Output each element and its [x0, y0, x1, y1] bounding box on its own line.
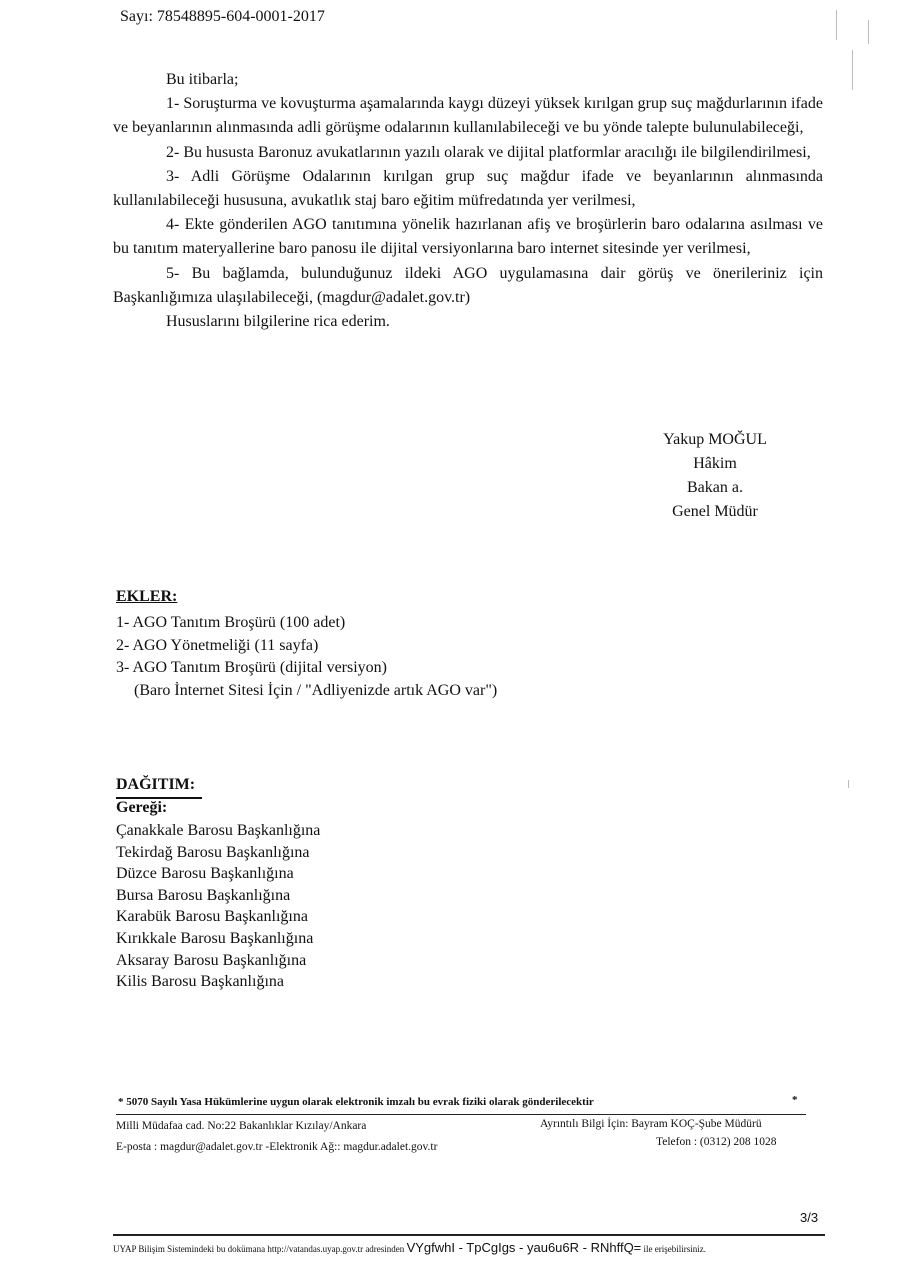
list-item: 4- Ekte gönderilen AGO tanıtımına yönelik hazırlanan afiş ve broşürlerin baro odalarına asılması ve bu tanıtım materyallerine baro panosu ile dijital versiyonlarına baro internet sitesinde yer verilmesi, [113, 216, 823, 258]
footer-phone: Telefon : (0312) 208 1028 [656, 1136, 777, 1148]
legal-note-star: * [792, 1094, 798, 1106]
uyap-code: VYgfwhI - TpCgIgs - yau6u6R - RNhffQ= [406, 1240, 642, 1255]
footer-email: E-posta : magdur@adalet.gov.tr -Elektronik Ağ:: magdur.adalet.gov.tr [116, 1141, 438, 1153]
distribution-subheading: Gereği: [116, 799, 168, 816]
recipient-item: Çanakkale Barosu Başkanlığına [116, 822, 321, 839]
list-item: 1- Soruşturma ve kovuşturma aşamalarında kaygı düzeyi yüksek kırılgan grup suç mağdurlarının ifade ve beyanlarının alınmasında adli görüşme odalarının kullanılabileceği ve bu yönde talepte bulunulabileceği, [113, 95, 823, 137]
letter-body [113, 68, 823, 334]
uyap-suffix: ile erişebilirsiniz. [643, 1244, 707, 1254]
recipient-item: Bursa Barosu Başkanlığına [116, 886, 291, 904]
signer-title: Hâkim [693, 455, 737, 472]
attachment-item: 1- AGO Tanıtım Broşürü (100 adet) [116, 614, 346, 631]
intro-text: Bu itibarla; [166, 71, 239, 88]
footer-contact-person: Ayrıntılı Bilgi İçin: Bayram KOÇ-Şube Müdürü [540, 1118, 762, 1130]
scan-speck [836, 10, 837, 40]
recipient-item: Kilis Barosu Başkanlığına [116, 973, 284, 991]
attachments-heading: EKLER: [116, 588, 178, 605]
list-item: 2- Bu hususta Baronuz avukatlarının yazılı olarak ve dijital platformlar aracılığı ile bilgilendirilmesi, [166, 143, 811, 161]
list-item: 5- Bu bağlamda, bulunduğunuz ildeki AGO uygulamasına dair görüş ve önerileriniz için Başkanlığımıza ulaşılabileceği, (magdur@adalet.gov.tr) [113, 264, 823, 306]
recipient-item: Kırıkkale Barosu Başkanlığına [116, 929, 314, 947]
footer-address: Milli Müdafaa cad. No:22 Bakanlıklar Kızılay/Ankara [116, 1120, 367, 1132]
attachment-item: (Baro İnternet Sitesi İçin / "Adliyenizde artık AGO var") [134, 681, 498, 699]
uyap-prefix: UYAP Bilişim Sistemindeki bu dokümana http://vatandas.uyap.gov.tr adresinden [113, 1244, 405, 1254]
recipient-item: Aksaray Barosu Başkanlığına [116, 951, 307, 969]
recipient-item: Düzce Barosu Başkanlığına [116, 865, 294, 883]
recipient-item: Karabük Barosu Başkanlığına [116, 908, 308, 926]
list-item: 3- Adli Görüşme Odalarının kırılgan grup suç mağdur ifade ve beyanlarının alınmasında kullanılabileceği hususuna, avukatlık staj baro eğitim müfredatında yer verilmesi, [113, 167, 823, 210]
signer-name: Yakup MOĞUL [663, 431, 767, 448]
scan-speck [848, 780, 849, 788]
closing-text: Hususlarını bilgilerine rica ederim. [166, 313, 390, 331]
reference-number: Sayı: 78548895-604-0001-2017 [120, 8, 325, 25]
bottom-divider [113, 1234, 825, 1236]
legal-note: * 5070 Sayılı Yasa Hükümlerine uygun olarak elektronik imzalı bu evrak fiziki olarak gönderilecektir [118, 1096, 594, 1108]
recipient-list [116, 820, 320, 993]
signer-position: Genel Müdür [672, 503, 758, 520]
distribution-heading: DAĞITIM: [116, 776, 196, 793]
uyap-verification [113, 1240, 706, 1255]
scan-speck [868, 20, 869, 44]
signature-block [610, 428, 820, 524]
page-number: 3/3 [800, 1210, 819, 1225]
footer-divider [116, 1114, 806, 1115]
scan-speck [852, 50, 853, 90]
attachment-item: 2- AGO Yönetmeliği (11 sayfa) [116, 636, 319, 654]
attachment-item: 3- AGO Tanıtım Broşürü (dijital versiyon) [116, 659, 387, 676]
attachments-list [116, 612, 497, 702]
signer-on-behalf: Bakan a. [687, 479, 743, 496]
recipient-item: Tekirdağ Barosu Başkanlığına [116, 843, 310, 861]
